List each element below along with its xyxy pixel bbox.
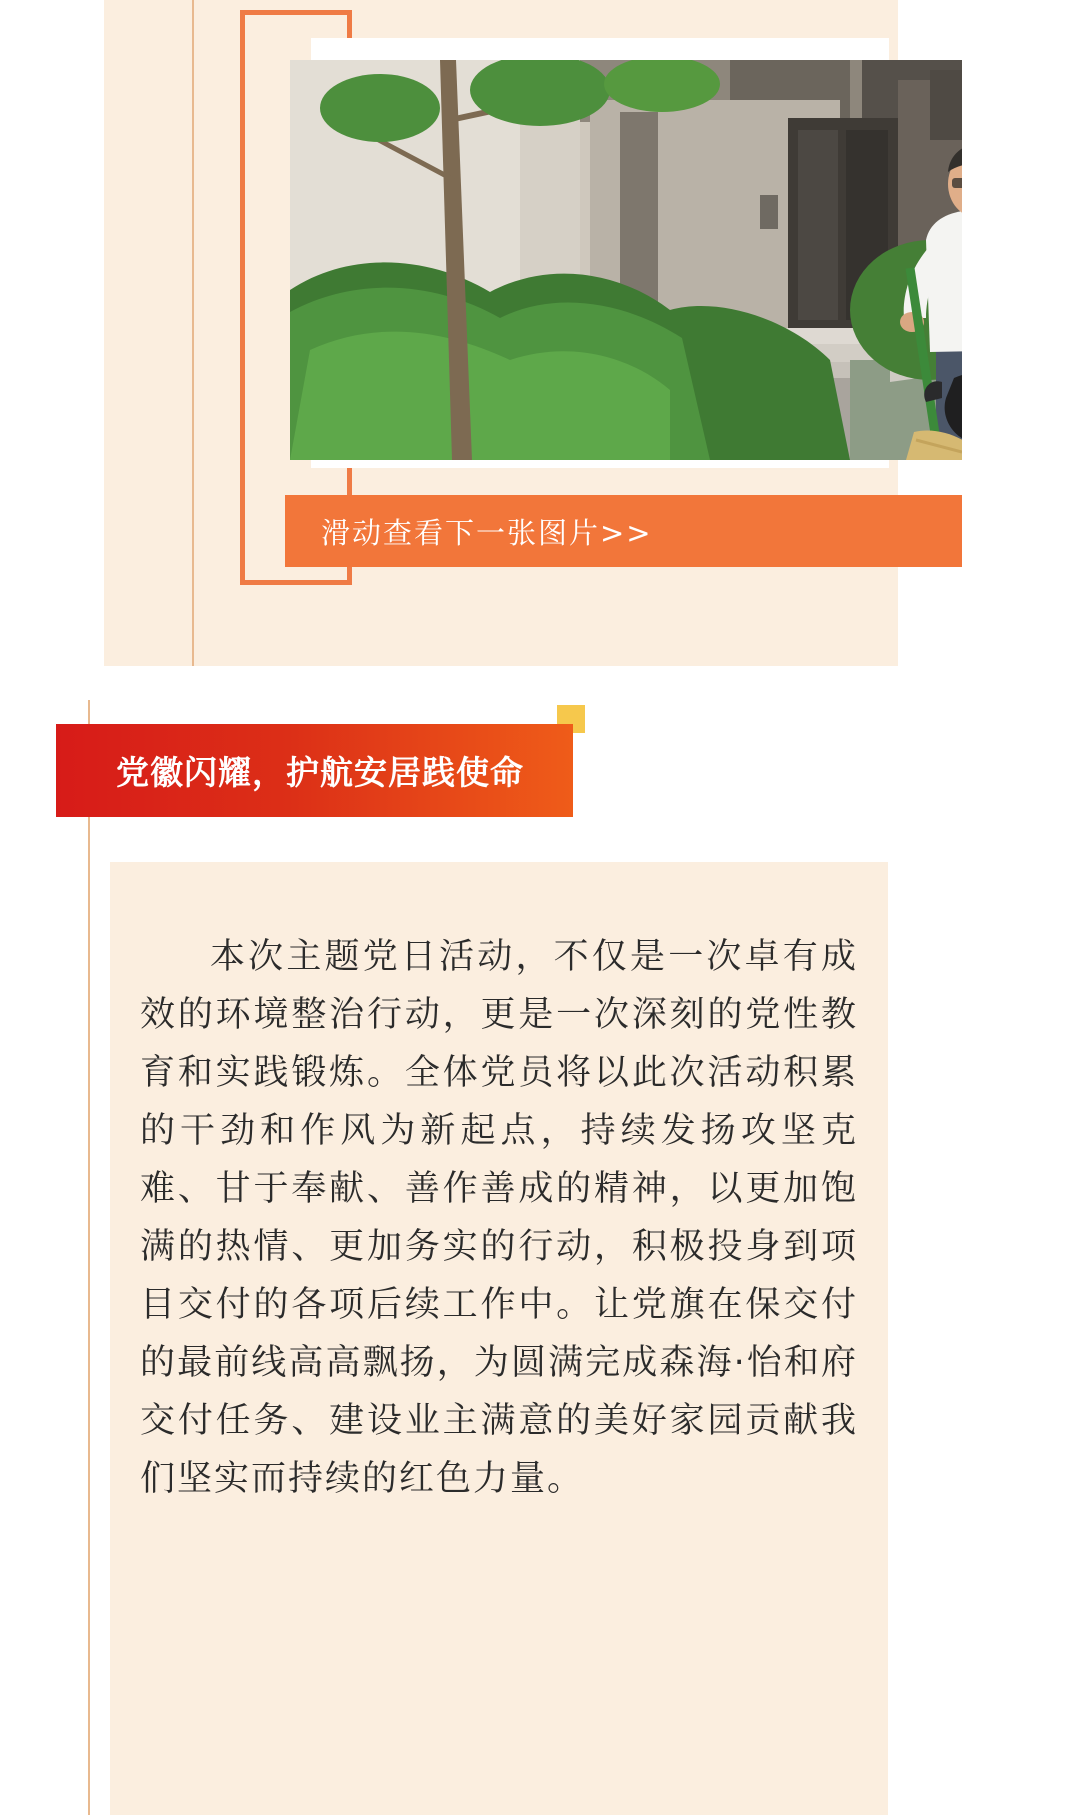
headline-section [0, 700, 1080, 830]
headline-banner [56, 724, 573, 817]
activity-photo[interactable] [290, 60, 962, 460]
swipe-hint-label: 滑动查看下一张图片>> [321, 515, 653, 550]
swipe-hint-bar[interactable] [285, 495, 962, 567]
body-section [0, 830, 1080, 1815]
headline-title: 党徽闪耀，护航安居践使命 [116, 753, 524, 792]
photo-card-section [104, 0, 898, 666]
body-paragraph: 本次主题党日活动，不仅是一次卓有成效的环境整治行动，更是一次深刻的党性教育和实践锻炼。全体党员将以此次活动积累的干劲和作风为新起点，持续发扬攻坚克难、甘于奉献、善作善成的精神，以更加饱满的热情、更加务实的行动，积极投身到项目交付的各项后续工作中。让党旗在保交付的最前线高高飘扬，为圆满完成森海·怡和府交付任务、建设业主满意的美好家园贡献我们坚实而持续的红色力量。 [140, 937, 858, 1499]
body-text-card [110, 862, 888, 1815]
decorative-vertical-rule [192, 0, 194, 666]
decorative-vertical-rule-body [88, 830, 90, 1815]
